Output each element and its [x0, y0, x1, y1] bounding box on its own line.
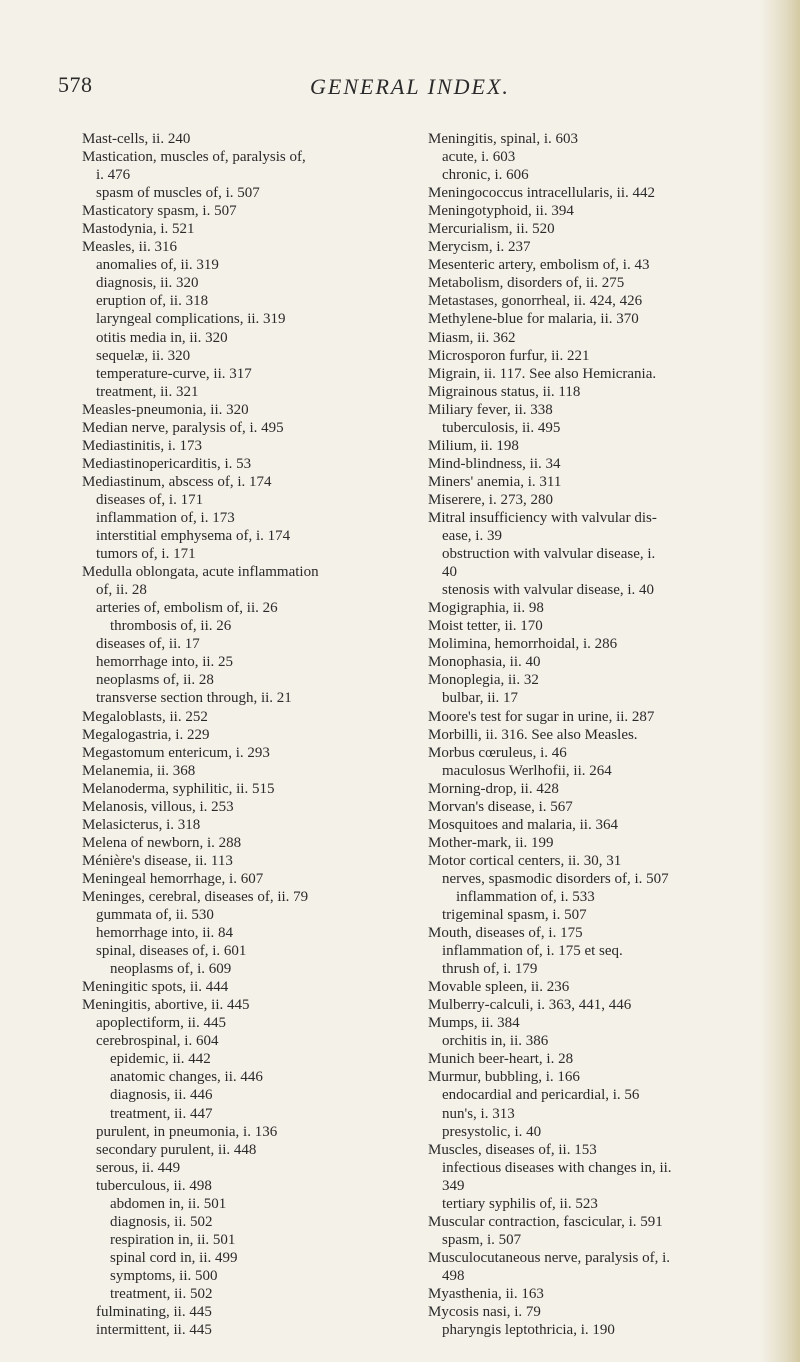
- index-entry: Monoplegia, ii. 32: [428, 672, 539, 689]
- index-entry: abdomen in, ii. 501: [110, 1195, 227, 1212]
- index-entry: Melena of newborn, i. 288: [82, 834, 242, 851]
- index-entry: diseases of, ii. 17: [96, 636, 200, 653]
- index-entry: Miliary fever, ii. 338: [428, 401, 553, 418]
- index-entry: anomalies of, ii. 319: [96, 257, 219, 274]
- index-entry: Morbilli, ii. 316. See also Measles.: [428, 726, 638, 743]
- index-entry: Mouth, diseases of, i. 175: [428, 925, 583, 942]
- index-entry: spasm, i. 507: [442, 1231, 522, 1248]
- index-entry: Mumps, ii. 384: [428, 1015, 520, 1032]
- index-entry: Median nerve, paralysis of, i. 495: [82, 419, 284, 436]
- index-entry: purulent, in pneumonia, i. 136: [96, 1123, 278, 1140]
- index-entry: Measles-pneumonia, ii. 320: [82, 401, 249, 418]
- index-entry: Melanemia, ii. 368: [82, 762, 196, 779]
- index-entry: Mycosis nasi, i. 79: [428, 1304, 541, 1321]
- index-entry: symptoms, ii. 500: [110, 1267, 218, 1284]
- index-entry: of, ii. 28: [96, 582, 147, 599]
- index-entry: Migrainous status, ii. 118: [428, 383, 581, 400]
- index-entry: Mother-mark, ii. 199: [428, 834, 554, 851]
- index-entry: Medulla oblongata, acute inflammation: [82, 564, 319, 581]
- index-entry: bulbar, ii. 17: [442, 690, 519, 707]
- index-entry: Morbus cœruleus, i. 46: [428, 744, 567, 761]
- index-entry: serous, ii. 449: [96, 1159, 181, 1176]
- index-entry: Mediastinum, abscess of, i. 174: [82, 473, 272, 490]
- index-entry: Megalogastria, i. 229: [82, 726, 210, 743]
- index-entry: obstruction with valvular disease, i.: [442, 546, 656, 563]
- index-entry: Meningitis, abortive, ii. 445: [82, 997, 250, 1014]
- index-entry: treatment, ii. 502: [110, 1286, 213, 1302]
- index-entry: Mulberry-calculi, i. 363, 441, 446: [428, 997, 632, 1014]
- index-entry: Morvan's disease, i. 567: [428, 798, 573, 815]
- index-entry: nerves, spasmodic disorders of, i. 507: [442, 870, 669, 887]
- index-entry: Merycism, i. 237: [428, 239, 531, 256]
- index-entry: trigeminal spasm, i. 507: [442, 907, 587, 924]
- index-entry: presystolic, i. 40: [442, 1123, 542, 1140]
- index-entry: Megaloblasts, ii. 252: [82, 708, 208, 725]
- index-entry: treatment, ii. 321: [96, 383, 199, 400]
- index-entry: Mercurialism, ii. 520: [428, 221, 555, 238]
- index-entry: orchitis in, ii. 386: [442, 1033, 549, 1050]
- index-entry: Mediastinopericarditis, i. 53: [82, 455, 252, 472]
- index-entry: neoplasms of, ii. 28: [96, 672, 214, 689]
- index-entry: inflammation of, i. 533: [456, 888, 595, 905]
- index-entry: infectious diseases with changes in, ii.: [442, 1159, 672, 1176]
- index-entry: thrombosis of, ii. 26: [110, 618, 232, 635]
- index-entry: nun's, i. 313: [442, 1105, 515, 1122]
- index-entry: Muscles, diseases of, ii. 153: [428, 1141, 597, 1158]
- running-title: GENERAL INDEX.: [310, 74, 510, 99]
- index-entry: Methylene-blue for malaria, ii. 370: [428, 311, 639, 328]
- index-entry: hemorrhage into, ii. 84: [96, 925, 234, 942]
- index-entry: fulminating, ii. 445: [96, 1304, 212, 1321]
- index-entry: temperature-curve, ii. 317: [96, 365, 252, 382]
- index-entry: Mogigraphia, ii. 98: [428, 600, 544, 617]
- index-entry: Migrain, ii. 117. See also Hemicrania.: [428, 365, 657, 382]
- index-entry: pharyngis leptothricia, i. 190: [442, 1322, 615, 1339]
- index-entry: Murmur, bubbling, i. 166: [428, 1069, 580, 1086]
- index-entry: laryngeal complications, ii. 319: [96, 311, 286, 328]
- page-number: 578: [58, 72, 93, 97]
- index-entry: Meningococcus intracellularis, ii. 442: [428, 185, 656, 202]
- index-entry: stenosis with valvular disease, i. 40: [442, 582, 655, 599]
- index-entry: arteries of, embolism of, ii. 26: [96, 600, 278, 617]
- index-entry: Movable spleen, ii. 236: [428, 979, 570, 996]
- index-entry: eruption of, ii. 318: [96, 293, 209, 310]
- index-entry: thrush of, i. 179: [442, 961, 538, 978]
- index-entry: anatomic changes, ii. 446: [110, 1069, 263, 1086]
- index-entry: Mast-cells, ii. 240: [82, 131, 191, 147]
- index-entry: neoplasms of, i. 609: [110, 961, 232, 978]
- page-edge-shading: [760, 0, 800, 1362]
- index-entry: interstitial emphysema of, i. 174: [96, 528, 291, 545]
- index-entry: i. 476: [96, 167, 131, 184]
- index-entry: hemorrhage into, ii. 25: [96, 654, 234, 671]
- index-entry: Miserere, i. 273, 280: [428, 491, 553, 508]
- index-entry: Munich beer-heart, i. 28: [428, 1051, 574, 1068]
- index-entry: Meningitis, spinal, i. 603: [428, 131, 578, 147]
- index-entry: tuberculous, ii. 498: [96, 1177, 212, 1194]
- index-entry: Moore's test for sugar in urine, ii. 287: [428, 708, 655, 725]
- index-entry: inflammation of, i. 175 et seq.: [442, 943, 623, 960]
- index-entry: acute, i. 603: [442, 149, 516, 166]
- index-entry: Mosquitoes and malaria, ii. 364: [428, 816, 618, 833]
- index-entry: Milium, ii. 198: [428, 437, 519, 454]
- index-entry: Melasicterus, i. 318: [82, 816, 201, 833]
- index-entry: Metabolism, disorders of, ii. 275: [428, 275, 625, 292]
- index-entry: maculosus Werlhofii, ii. 264: [442, 762, 612, 779]
- index-entry: 498: [442, 1267, 465, 1284]
- index-entry: Mastodynia, i. 521: [82, 221, 195, 238]
- index-entry: Melanosis, villous, i. 253: [82, 798, 234, 815]
- index-entry: Measles, ii. 316: [82, 239, 177, 256]
- index-entry: 349: [442, 1177, 465, 1194]
- index-entry: spinal, diseases of, i. 601: [96, 943, 247, 960]
- index-entry: Melanoderma, syphilitic, ii. 515: [82, 780, 275, 797]
- index-entry: Meninges, cerebral, diseases of, ii. 79: [82, 888, 309, 905]
- index-entry: apoplectiform, ii. 445: [96, 1015, 226, 1032]
- index-entry: Microsporon furfur, ii. 221: [428, 347, 590, 364]
- index-entry: Meningitic spots, ii. 444: [82, 979, 229, 996]
- index-entry: diagnosis, ii. 502: [110, 1213, 213, 1230]
- index-entry: inflammation of, i. 173: [96, 509, 235, 526]
- index-entry: Musculocutaneous nerve, paralysis of, i.: [428, 1249, 671, 1266]
- index-entry: chronic, i. 606: [442, 167, 529, 184]
- index-entry: tertiary syphilis of, ii. 523: [442, 1195, 598, 1212]
- index-entry: Mediastinitis, i. 173: [82, 437, 202, 454]
- index-entry: secondary purulent, ii. 448: [96, 1141, 257, 1158]
- index-entry: Mind-blindness, ii. 34: [428, 455, 561, 472]
- index-entry: tuberculosis, ii. 495: [442, 419, 561, 436]
- index-column-right: [428, 130, 746, 1339]
- index-entry: Metastases, gonorrheal, ii. 424, 426: [428, 293, 643, 310]
- index-entry: Mitral insufficiency with valvular dis-: [428, 509, 657, 526]
- index-entry: Myasthenia, ii. 163: [428, 1286, 544, 1302]
- index-entry: Motor cortical centers, ii. 30, 31: [428, 852, 622, 869]
- index-entry: Miasm, ii. 362: [428, 329, 516, 346]
- index-entry: diagnosis, ii. 320: [96, 275, 199, 292]
- index-entry: spasm of muscles of, i. 507: [96, 185, 260, 202]
- index-entry: Muscular contraction, fascicular, i. 591: [428, 1213, 663, 1230]
- index-entry: Mesenteric artery, embolism of, i. 43: [428, 257, 650, 274]
- index-entry: 40: [442, 564, 457, 581]
- index-entry: ease, i. 39: [442, 528, 502, 545]
- index-entry: diseases of, i. 171: [96, 491, 204, 508]
- index-entry: Monophasia, ii. 40: [428, 654, 541, 671]
- index-entry: Molimina, hemorrhoidal, i. 286: [428, 636, 618, 653]
- index-entry: Meningotyphoid, ii. 394: [428, 203, 574, 220]
- index-entry: gummata of, ii. 530: [96, 907, 214, 924]
- index-entry: intermittent, ii. 445: [96, 1322, 212, 1339]
- index-entry: epidemic, ii. 442: [110, 1051, 211, 1068]
- index-entry: Mastication, muscles of, paralysis of,: [82, 149, 306, 166]
- index-column-left: [82, 130, 400, 1339]
- index-entry: spinal cord in, ii. 499: [110, 1249, 238, 1266]
- index-entry: respiration in, ii. 501: [110, 1231, 236, 1248]
- index-entry: tumors of, i. 171: [96, 546, 196, 563]
- index-entry: endocardial and pericardial, i. 56: [442, 1087, 640, 1104]
- index-entry: Ménière's disease, ii. 113: [82, 852, 233, 869]
- index-entry: otitis media in, ii. 320: [96, 329, 228, 346]
- index-entry: transverse section through, ii. 21: [96, 690, 292, 707]
- index-entry: Moist tetter, ii. 170: [428, 618, 543, 635]
- index-entry: Megastomum entericum, i. 293: [82, 744, 270, 761]
- index-entry: cerebrospinal, i. 604: [96, 1033, 219, 1050]
- index-entry: treatment, ii. 447: [110, 1105, 213, 1122]
- index-entry: Miners' anemia, i. 311: [428, 473, 562, 490]
- page-header: [0, 72, 800, 108]
- index-entry: sequelæ, ii. 320: [96, 347, 191, 364]
- index-entry: diagnosis, ii. 446: [110, 1087, 213, 1104]
- index-entry: Morning-drop, ii. 428: [428, 780, 559, 797]
- index-entry: Meningeal hemorrhage, i. 607: [82, 870, 264, 887]
- index-entry: Masticatory spasm, i. 507: [82, 203, 237, 220]
